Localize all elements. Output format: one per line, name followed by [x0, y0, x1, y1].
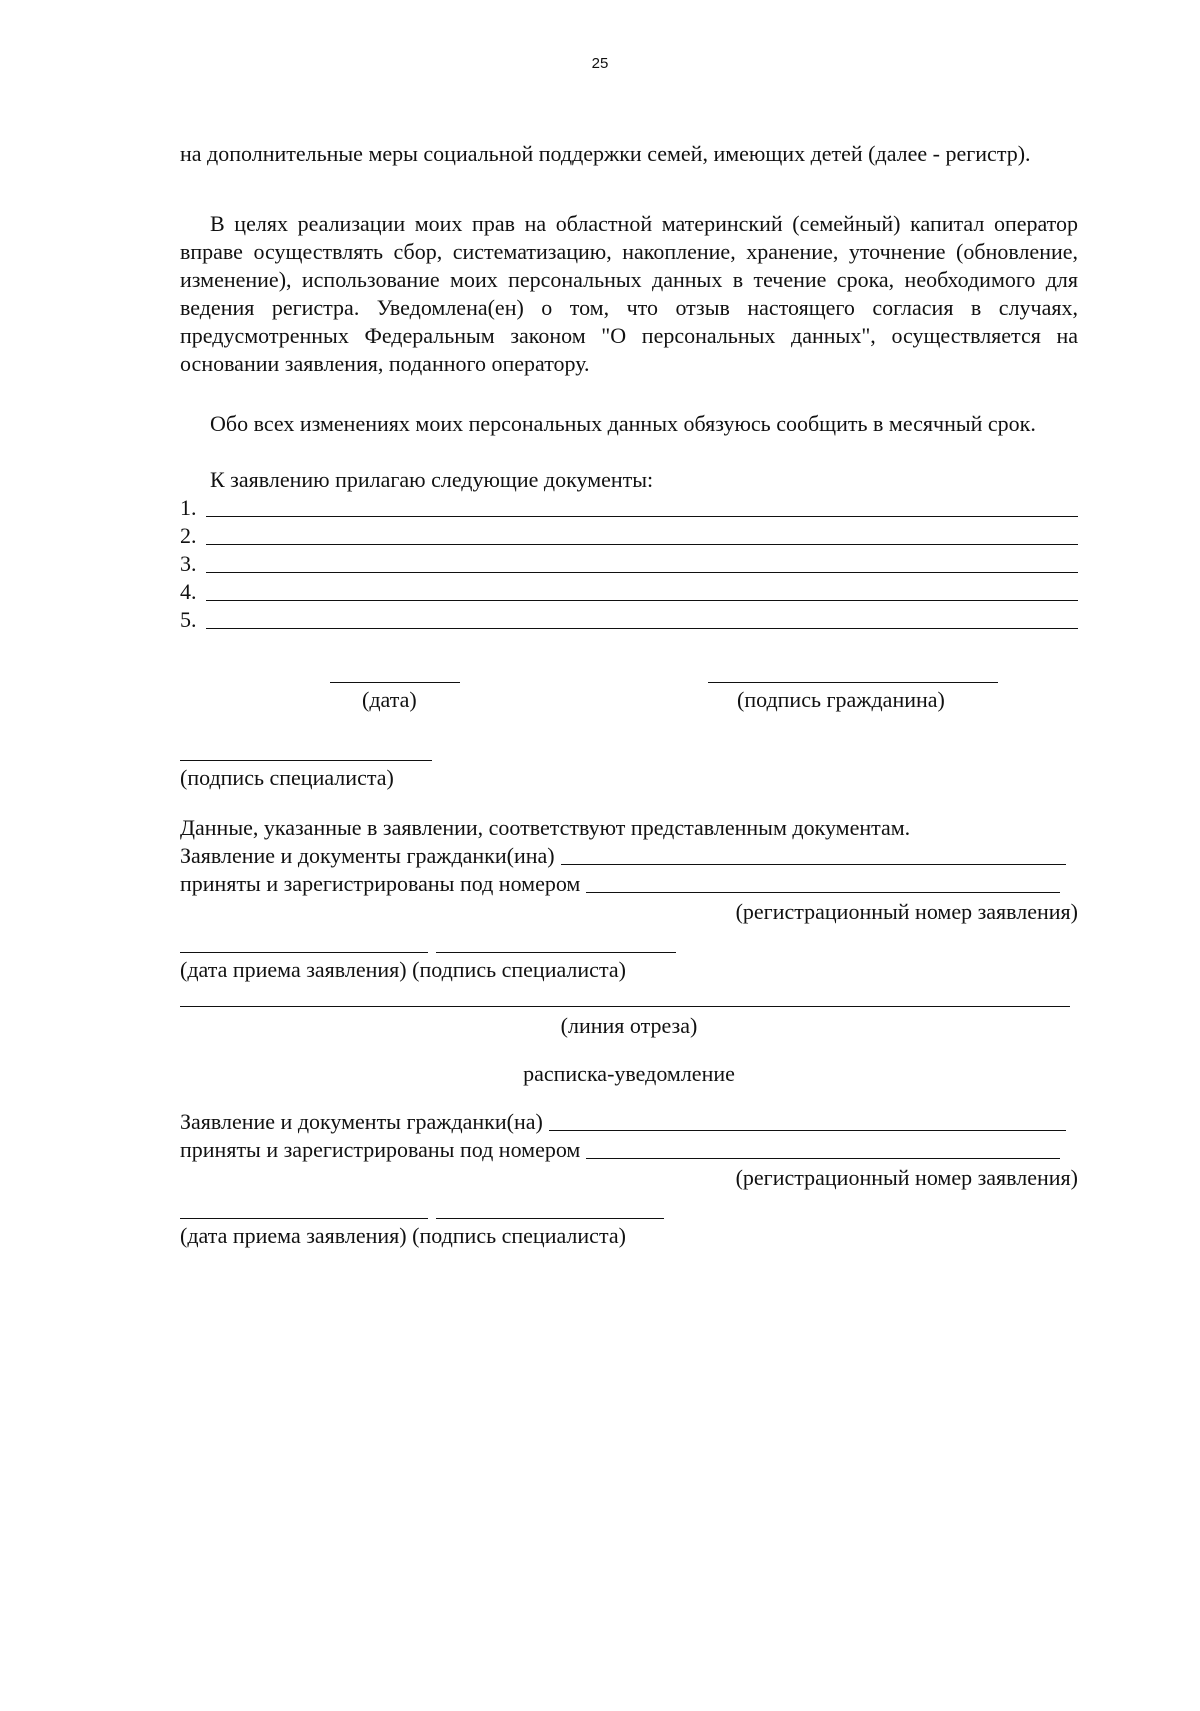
page-number: 25 — [591, 55, 609, 72]
receipt-date-blank-line — [180, 1218, 428, 1219]
receipt-citizen-row — [180, 1108, 1066, 1136]
blank-line — [206, 524, 1078, 545]
verification-statement: Данные, указанные в заявлении, соответствуют представленным документам. — [180, 815, 911, 840]
list-number: 3. — [180, 551, 197, 576]
list-number: 5. — [180, 607, 197, 632]
paragraph-consent — [180, 210, 1078, 378]
date-blank-line — [330, 682, 460, 683]
blank-line — [586, 872, 1060, 893]
cut-line-label: (линия отреза) — [560, 1013, 698, 1038]
receipt-registered-text: приняты и зарегистрированы под номером — [180, 1137, 581, 1162]
receipt-citizen-text: Заявление и документы гражданки(на) — [180, 1109, 543, 1134]
paragraph-text: Обо всех изменениях моих персональных данных обязуюсь сообщить в месячный срок. — [210, 411, 1036, 436]
blank-line — [549, 1110, 1066, 1131]
document-line-3 — [180, 550, 1078, 578]
specialist-signature-blank-line — [180, 760, 432, 761]
verification-sign-blank-line — [436, 952, 676, 953]
blank-line — [586, 1138, 1060, 1159]
paragraph-obligation — [180, 410, 1078, 438]
verification-registered-row — [180, 870, 1060, 898]
list-number: 4. — [180, 579, 197, 604]
specialist-signature-label: (подпись специалиста) — [180, 765, 394, 790]
cut-line — [180, 1006, 1070, 1007]
citizen-signature-label: (подпись гражданина) — [737, 687, 945, 712]
receipt-date-sign-label: (дата приема заявления) (подпись специалиста) — [180, 1223, 626, 1248]
blank-line — [206, 580, 1078, 601]
verification-date-sign-label: (дата приема заявления) (подпись специалиста) — [180, 957, 626, 982]
paragraph-continuation — [180, 140, 1078, 168]
verification-citizen-row — [180, 842, 1066, 870]
list-number: 2. — [180, 523, 197, 548]
citizen-signature-blank-line — [708, 682, 998, 683]
document-line-2 — [180, 522, 1078, 550]
paragraph-text: В целях реализации моих прав на областной материнский (семейный) капитал оператор вправе осуществлять сбор, систематизацию, накопление, хранение, уточнение (обновление, изменение), использование моих персональных данных в течение срока, необходимого для ведения регистра. Уведомлена(ен) о том, что отзыв настоящего согласия в случаях, предусмотренных Федеральным законом "О персональных данных", осуществляется на основании заявления, поданного оператору. — [180, 211, 1078, 376]
paragraph-attachments-intro — [180, 466, 1078, 494]
verification-date-blank-line — [180, 952, 428, 953]
verification-citizen-text: Заявление и документы гражданки(ина) — [180, 843, 555, 868]
receipt-title: расписка-уведомление — [523, 1061, 735, 1086]
paragraph-text: К заявлению прилагаю следующие документы: — [210, 467, 654, 492]
receipt-sign-blank-line — [436, 1218, 664, 1219]
date-label: (дата) — [362, 687, 417, 712]
blank-line — [206, 496, 1078, 517]
verification-registered-text: приняты и зарегистрированы под номером — [180, 871, 581, 896]
document-line-1 — [180, 494, 1078, 522]
document-line-5 — [180, 606, 1078, 634]
blank-line — [206, 608, 1078, 629]
blank-line — [561, 844, 1066, 865]
paragraph-text: на дополнительные меры социальной поддержки семей, имеющих детей (далее - регистр). — [180, 141, 1031, 166]
list-number: 1. — [180, 495, 197, 520]
receipt-reg-number-label: (регистрационный номер заявления) — [735, 1165, 1078, 1190]
receipt-registered-row — [180, 1136, 1060, 1164]
document-line-4 — [180, 578, 1078, 606]
blank-line — [206, 552, 1078, 573]
verification-reg-number-label: (регистрационный номер заявления) — [735, 899, 1078, 924]
